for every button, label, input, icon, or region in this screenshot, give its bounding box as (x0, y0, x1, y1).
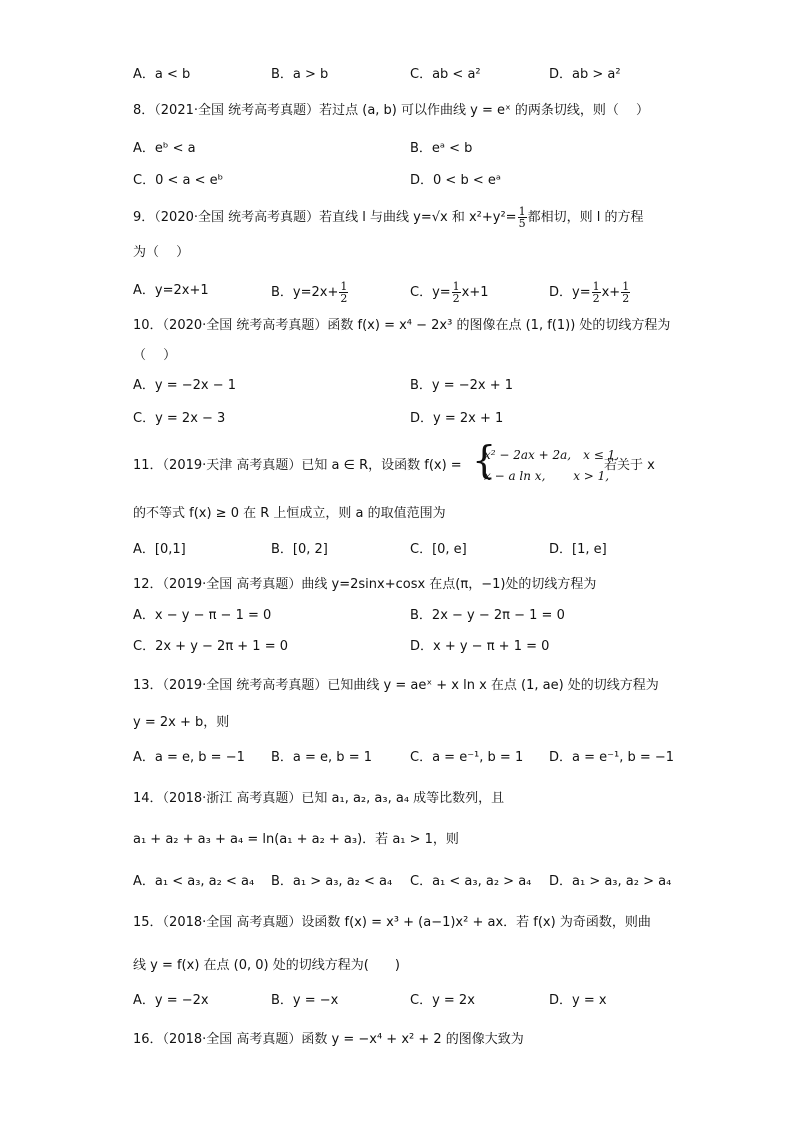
q9-option-c-den: 2 (452, 292, 460, 305)
q10-option-c: C．y = 2x − 3 (133, 411, 226, 426)
q14-option-c: C．a₁ < a₃, a₂ > a₄ (410, 874, 532, 889)
q14-option-d: D．a₁ > a₃, a₂ > a₄ (549, 874, 672, 889)
q9-option-b-num: 1 (340, 280, 348, 293)
q9-stem (133, 206, 643, 229)
q8-option-b: B．eᵃ < b (410, 141, 473, 156)
q9-option-d-fraction-2 (621, 281, 630, 304)
q14-option-b: B．a₁ > a₃, a₂ < a₄ (271, 874, 393, 889)
q10-stem-line2: （ ） (133, 348, 177, 363)
q11-option-c: C．[0, e] (410, 542, 467, 557)
q8-option-a: A．eᵇ < a (133, 141, 196, 156)
q9-option-d-den-2: 2 (622, 292, 630, 305)
q9-option-c-num: 1 (452, 280, 460, 293)
q9-fraction-num: 1 (518, 205, 526, 218)
q9-option-b-fraction (339, 281, 348, 304)
q15-option-a: A．y = −2x (133, 993, 209, 1008)
q9-option-a: A．y=2x+1 (133, 283, 209, 298)
q12-option-b: B．2x − y − 2π − 1 = 0 (410, 608, 565, 623)
q11-stem-line2: 的不等式 f(x) ≥ 0 在 R 上恒成立，则 a 的取值范围为 (133, 506, 446, 521)
q8-stem: 8．（2021·全国 统考高考真题）若过点 (a, b) 可以作曲线 y = eˣ 的两条切线，则（ ） (133, 103, 650, 118)
q9-option-d-num-2: 1 (622, 280, 630, 293)
q14-stem-line2: a₁ + a₂ + a₃ + a₄ = ln(a₁ + a₂ + a₃)．若 a₁ > 1，则 (133, 832, 459, 847)
q11-stem-b: 若关于 x (604, 458, 655, 473)
q16-stem: 16．（2018·全国 高考真题）函数 y = −x⁴ + x² + 2 的图像大致为 (133, 1032, 524, 1047)
q7-option-b: B．a > b (271, 67, 329, 82)
q13-stem-line2: y = 2x + b，则 (133, 715, 230, 730)
q9-option-b (271, 281, 349, 304)
q9-option-d-text: D．y= (549, 285, 591, 300)
q7-option-c: C．ab < a² (410, 67, 481, 82)
q12-option-d: D．x + y − π + 1 = 0 (410, 639, 550, 654)
q15-option-c: C．y = 2x (410, 993, 475, 1008)
q15-option-d: D．y = x (549, 993, 607, 1008)
q10-option-a: A．y = −2x − 1 (133, 378, 237, 393)
q9-fraction (518, 206, 527, 229)
q9-stem-part-a: 9．（2020·全国 统考高考真题）若直线 l 与曲线 y=√x 和 x²+y²= (133, 210, 517, 225)
q12-option-c: C．2x + y − 2π + 1 = 0 (133, 639, 289, 654)
q9-option-d-mid: x+ (601, 285, 621, 300)
q11-option-b: B．[0, 2] (271, 542, 328, 557)
q11-brace: { (472, 438, 497, 482)
q9-option-b-den: 2 (340, 292, 348, 305)
q15-option-b: B．y = −x (271, 993, 339, 1008)
q14-option-a: A．a₁ < a₃, a₂ < a₄ (133, 874, 255, 889)
q12-stem: 12．（2019·全国 高考真题）曲线 y=2sinx+cosx 在点(π，−1)处的切线方程为 (133, 577, 597, 592)
q8-option-c: C．0 < a < eᵇ (133, 173, 224, 188)
q12-option-a: A．x − y − π − 1 = 0 (133, 608, 272, 623)
q9-option-b-text: B．y=2x+ (271, 285, 339, 300)
q9-option-c-text: C．y= (410, 285, 451, 300)
q9-option-c (410, 281, 489, 304)
q7-option-a: A．a < b (133, 67, 191, 82)
q9-stem-part-b: 都相切，则 l 的方程 (527, 210, 644, 225)
q13-option-c: C．a = e⁻¹, b = 1 (410, 750, 524, 765)
q15-stem: 15．（2018·全国 高考真题）设函数 f(x) = x³ + (a−1)x² + ax．若 f(x) 为奇函数，则曲 (133, 915, 651, 930)
q11-piece-2: x − a ln x, x > 1, (484, 469, 610, 483)
q9-option-d (549, 281, 631, 304)
q9-fraction-den: 5 (518, 217, 526, 230)
q9-option-c-fraction (452, 281, 461, 304)
q9-option-c-tail: x+1 (461, 285, 489, 300)
q11-option-d: D．[1, e] (549, 542, 607, 557)
q9-stem-line2: 为（ ） (133, 245, 190, 260)
q13-stem: 13．（2019·全国 统考高考真题）已知曲线 y = aeˣ + x ln x 在点 (1, ae) 处的切线方程为 (133, 678, 659, 693)
q13-option-d: D．a = e⁻¹, b = −1 (549, 750, 675, 765)
q9-option-d-den-1: 2 (592, 292, 600, 305)
q10-option-b: B．y = −2x + 1 (410, 378, 514, 393)
q10-option-d: D．y = 2x + 1 (410, 411, 504, 426)
q9-option-d-fraction-1 (592, 281, 601, 304)
q15-stem-line2: 线 y = f(x) 在点 (0, 0) 处的切线方程为( ) (133, 958, 400, 973)
q9-option-d-num-1: 1 (592, 280, 600, 293)
q10-stem: 10．（2020·全国 统考高考真题）函数 f(x) = x⁴ − 2x³ 的图像在点 (1, f(1)) 处的切线方程为 (133, 318, 671, 333)
q8-option-d: D．0 < b < eᵃ (410, 173, 501, 188)
q7-option-d: D．ab > a² (549, 67, 621, 82)
q13-option-a: A．a = e, b = −1 (133, 750, 245, 765)
q11-option-a: A．[0,1] (133, 542, 186, 557)
q11-piece-1: x² − 2ax + 2a, x ≤ 1, (484, 448, 620, 462)
q13-option-b: B．a = e, b = 1 (271, 750, 372, 765)
q11-stem-a: 11．（2019·天津 高考真题）已知 a ∈ R，设函数 f(x) = (133, 458, 462, 473)
q14-stem: 14．（2018·浙江 高考真题）已知 a₁, a₂, a₃, a₄ 成等比数列，且 (133, 791, 505, 806)
